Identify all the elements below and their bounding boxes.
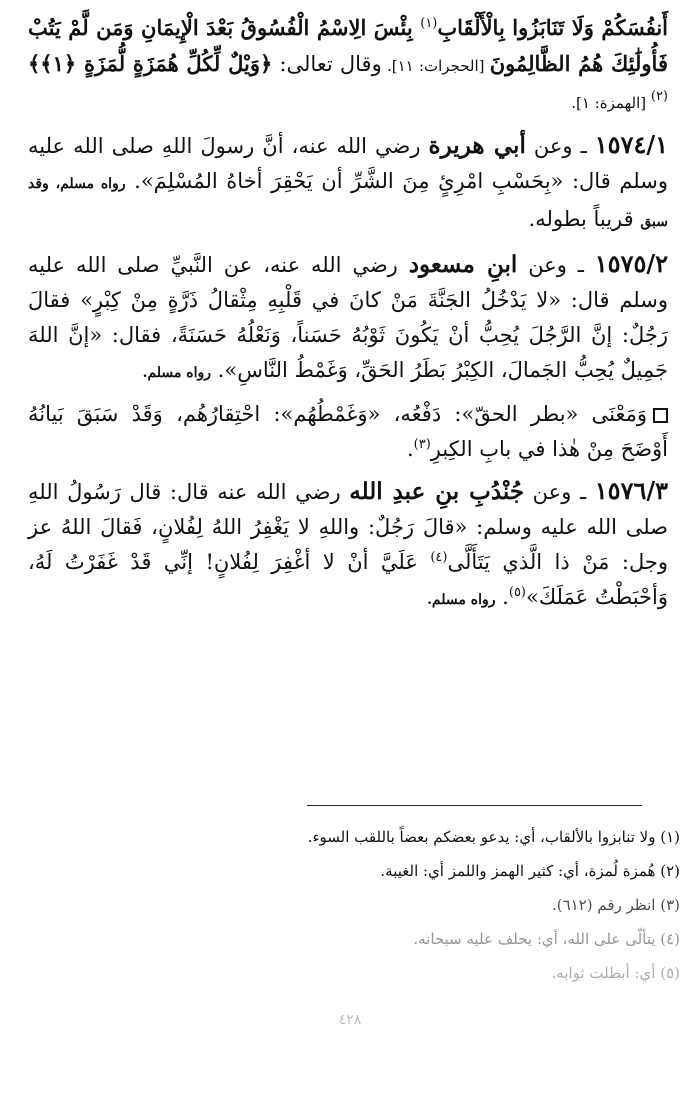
footnotes xyxy=(170,820,680,990)
hadith-number: ١٥٧٥/٢ xyxy=(594,249,668,278)
footnote-ref-5[interactable]: (٥) xyxy=(508,585,526,600)
quran-verse-humaza: ﴿وَيْلٌ لِّكُلِّ هُمَزَةٍ لُّمَزَةٍ ﴿١﴾﴾ xyxy=(28,51,273,76)
note-square-icon xyxy=(653,408,668,423)
explanation-note xyxy=(28,397,668,467)
footnote-1: (١) ولا تنابزوا بالألقاب، أي: يدعو بعضكم بعضاً باللقب السوء. xyxy=(307,828,680,846)
hadith-source: رواه مسلم. xyxy=(142,365,212,381)
hadith-intro: ـ وعن xyxy=(517,253,595,277)
footnote-3: (٣) انظر رقم (٦١٢). xyxy=(551,896,680,914)
hadith-intro: ـ وعن xyxy=(524,480,595,504)
main-text xyxy=(28,10,668,618)
narrator-name: جُنْدُبِ بنِ عبدِ الله xyxy=(349,478,525,505)
narrator-name: أبي هريرة xyxy=(428,132,526,159)
hadith-text-end: . xyxy=(495,585,509,609)
note-text: وَمَعْنَى «بطر الحقّ»: دَفْعُه، «وَغَمْطُهُم»: احْتِقارُهُم، وَقَدْ سَبَقَ بَيانُهُ أَوْضَحَ مِنْ هٰذا في بابِ الكِبرِ xyxy=(28,402,668,461)
footnote-ref-2[interactable]: (٢) xyxy=(650,89,668,104)
hadith-text: رضي الله عنه، عن النَّبيِّ صلى الله عليه وسلم قال: «لا يَدْخُلُ الجَنَّةَ مَنْ كانَ في قَلْبِهِ مِثْقالُ ذَرَّةٍ مِنْ كِبْرٍ» فقالَ رَجُلٌ: إنَّ الرَّجُلَ يُحِبُّ أنْ يَكُونَ ثَوْبُهُ حَسَناً، وَنَعْلُهُ حَسَنَةً، فقال: «إنَّ اللهَ جَمِيلٌ يُحِبُّ الجَمالَ، الكِبْرُ بَطَرُ الحَقِّ، وَغَمْطُ النَّاسِ». xyxy=(28,253,668,382)
verse-reference-humaza: [الهمزة: ١]. xyxy=(571,94,651,112)
footnote-divider xyxy=(307,805,642,806)
quran-verse-hujurat-cont: بِئْسَ الِاسْمُ الْفُسُوقُ بَعْدَ الْإِيمَانِ وَمَن لَّمْ يَتُبْ فَأُولَٰئِكَ هُمُ الظَّالِمُونَ xyxy=(28,15,668,76)
hadith-source: رواه مسلم، وقد سبق xyxy=(28,176,668,230)
hadith-intro: ـ وعن xyxy=(525,134,595,158)
footnote-5: (٥) أي: أبطلت ثوابه. xyxy=(551,964,680,982)
transition-text: وقال تعالى: xyxy=(272,52,382,76)
hadith-1576 xyxy=(28,473,668,618)
footnote-ref-1[interactable]: (١) xyxy=(420,16,438,31)
hadith-text-cont: عَلَيَّ أنْ لا أغْفِرَ لِفُلانٍ! إنِّي قَدْ غَفَرْتُ لَهُ، وَأحْبَطْتُ عَمَلَكَ» xyxy=(28,550,668,609)
verse-reference-hujurat: [الحجرات: ١١]. xyxy=(381,57,490,75)
quran-verses-paragraph xyxy=(28,10,668,121)
page-number: ٤٢٨ xyxy=(338,1012,362,1028)
hadith-number: ١٥٧٦/٣ xyxy=(594,476,668,505)
footnote-4: (٤) يتألّى على الله، أي: يحلف عليه سبحانه. xyxy=(413,930,680,948)
hadith-1575 xyxy=(28,246,668,391)
hadith-tail: قريباً بطوله. xyxy=(528,207,641,231)
hadith-source: رواه مسلم. xyxy=(427,592,496,608)
note-end: . xyxy=(406,437,414,461)
footnote-2: (٢) هُمزة لُمزة، أي: كثير الهمز واللمز أي: الغيبة. xyxy=(380,862,680,880)
hadith-text: رضي الله عنه، أنَّ رسولَ اللهِ صلى الله عليه وسلم قال: «بِحَسْبِ امْرِئٍ مِنَ الشَّرِّ أن يَحْقِرَ أخاهُ المُسْلِمَ». xyxy=(28,134,668,193)
hadith-number: ١٥٧٤/١ xyxy=(594,130,668,159)
narrator-name: ابنِ مسعود xyxy=(408,251,518,278)
footnote-ref-3[interactable]: (٣) xyxy=(413,437,431,452)
hadith-1574 xyxy=(28,127,668,240)
footnote-ref-4[interactable]: (٤) xyxy=(430,550,448,565)
quran-verse-hujurat: أَنفُسَكُمْ وَلَا تَنَابَزُوا بِالْأَلْقَابِ xyxy=(437,15,668,40)
hadith-text: رضي الله عنه قال: قال رَسُولُ اللهِ صلى الله عليه وسلم: «قالَ رَجُلٌ: واللهِ لا يَغْفِرُ اللهُ لِفُلانٍ، فَقالَ اللهُ عز وجل: مَنْ ذا الَّذي يَتَأَلَّى xyxy=(28,480,668,574)
